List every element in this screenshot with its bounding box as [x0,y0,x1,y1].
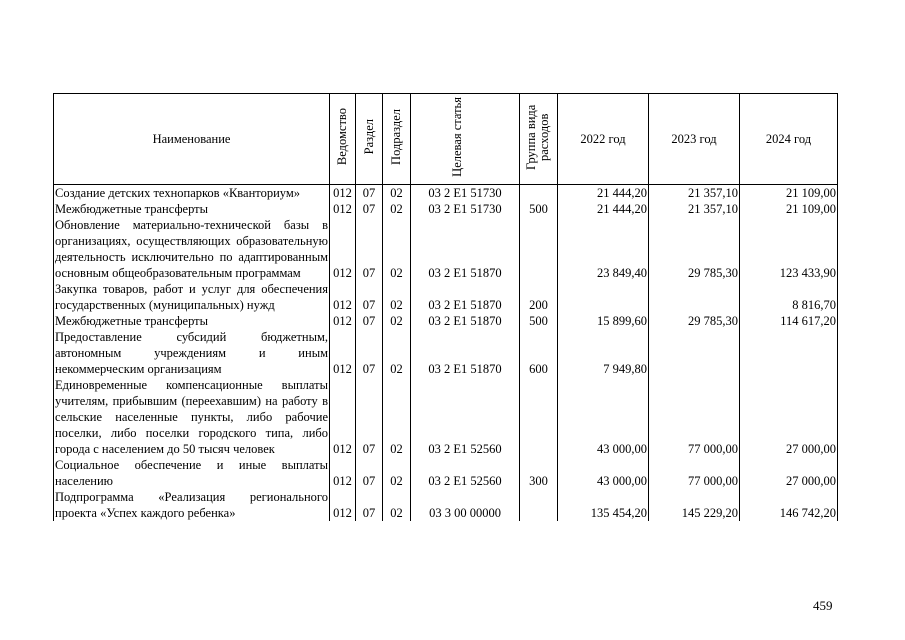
row-vedomstvo: 012 [330,313,356,329]
row-razdel: 07 [356,457,383,489]
row-value-2022: 21 444,20 [558,185,649,202]
row-name: Межбюджетные трансферты [54,201,330,217]
row-statya: 03 2 Е1 51730 [411,201,520,217]
row-name: Социальное обеспечение и иные выплаты населению [55,458,328,488]
table-row [54,281,838,313]
row-gruppa: 300 [520,457,558,489]
table-row [54,457,838,489]
row-value-2022: 21 444,20 [558,201,649,217]
row-razdel: 07 [356,185,383,202]
row-name: Создание детских технопарков «Кванториум» [54,185,330,202]
row-value-2024: 27 000,00 [740,377,838,457]
row-value-2024 [740,329,838,377]
row-vedomstvo: 012 [330,185,356,202]
row-razdel: 07 [356,329,383,377]
row-gruppa: 600 [520,329,558,377]
row-statya: 03 2 Е1 51870 [411,281,520,313]
row-podrazdel: 02 [383,457,411,489]
table-row [54,201,838,217]
row-podrazdel: 02 [383,281,411,313]
row-podrazdel: 02 [383,185,411,202]
row-value-2023: 145 229,20 [649,489,740,521]
row-value-2024: 146 742,20 [740,489,838,521]
row-vedomstvo: 012 [330,489,356,521]
row-vedomstvo: 012 [330,201,356,217]
row-podrazdel: 02 [383,329,411,377]
row-podrazdel: 02 [383,313,411,329]
row-vedomstvo: 012 [330,329,356,377]
row-razdel: 07 [356,489,383,521]
page-number: 459 [813,598,833,613]
row-value-2022: 43 000,00 [558,457,649,489]
row-gruppa [520,217,558,281]
row-value-2022 [558,281,649,313]
header-statya: Целевая статья [411,94,520,185]
row-value-2024: 21 109,00 [740,185,838,202]
table-row [54,313,838,329]
header-2023: 2023 год [649,94,740,185]
row-statya: 03 2 Е1 52560 [411,377,520,457]
row-vedomstvo: 012 [330,217,356,281]
row-razdel: 07 [356,201,383,217]
table-row [54,329,838,377]
row-statya: 03 2 Е1 51870 [411,329,520,377]
row-gruppa: 200 [520,281,558,313]
row-razdel: 07 [356,313,383,329]
row-value-2024: 27 000,00 [740,457,838,489]
row-name: Предоставление субсидий бюджетным, автономным учреждениям и иным некоммерческим организациям [55,330,328,376]
row-gruppa: 500 [520,201,558,217]
row-value-2022: 23 849,40 [558,217,649,281]
row-value-2024: 8 816,70 [740,281,838,313]
row-gruppa [520,489,558,521]
row-value-2023: 21 357,10 [649,185,740,202]
row-value-2023: 77 000,00 [649,377,740,457]
row-value-2023: 29 785,30 [649,217,740,281]
row-name: Межбюджетные трансферты [54,313,330,329]
header-razdel: Раздел [356,94,383,185]
row-statya: 03 2 Е1 51870 [411,313,520,329]
header-vedomstvo: Ведомство [330,94,356,185]
row-gruppa [520,185,558,202]
row-vedomstvo: 012 [330,281,356,313]
row-value-2023 [649,329,740,377]
row-value-2023: 77 000,00 [649,457,740,489]
header-2024: 2024 год [740,94,838,185]
header-name: Наименование [54,94,330,185]
header-podrazdel: Подраздел [383,94,411,185]
row-statya: 03 2 Е1 52560 [411,457,520,489]
table-row [54,185,838,202]
row-razdel: 07 [356,377,383,457]
table-row [54,217,838,281]
row-vedomstvo: 012 [330,377,356,457]
table-body [54,185,838,522]
budget-table [53,93,838,521]
row-value-2023: 21 357,10 [649,201,740,217]
row-name: Единовременные компенсационные выплаты учителям, прибывшим (переехавшим) на работу в сельские населенные пункты, либо рабочие поселки, либо поселки городского типа, либо города с населением до 50 тысяч человек [55,378,328,456]
row-podrazdel: 02 [383,489,411,521]
row-gruppa: 500 [520,313,558,329]
table-row [54,377,838,457]
row-value-2024: 114 617,20 [740,313,838,329]
row-razdel: 07 [356,281,383,313]
row-statya: 03 3 00 00000 [411,489,520,521]
header-2022: 2022 год [558,94,649,185]
row-name: Подпрограмма «Реализация регионального проекта «Успех каждого ребенка» [55,490,328,520]
row-razdel: 07 [356,217,383,281]
table-header [54,94,838,185]
row-name: Обновление материально-технической базы в организациях, осуществляющих образовательную деятельность исключительно по адаптированным основным общеобразовательным программам [55,218,328,280]
row-value-2022: 135 454,20 [558,489,649,521]
row-value-2023 [649,281,740,313]
row-value-2022: 15 899,60 [558,313,649,329]
table-row [54,489,838,521]
header-gruppa: Группа вида расходов [520,94,558,185]
row-value-2022: 43 000,00 [558,377,649,457]
row-value-2024: 21 109,00 [740,201,838,217]
row-value-2022: 7 949,80 [558,329,649,377]
row-statya: 03 2 Е1 51730 [411,185,520,202]
row-name: Закупка товаров, работ и услуг для обеспечения государственных (муниципальных) нужд [55,282,328,312]
row-value-2024: 123 433,90 [740,217,838,281]
row-value-2023: 29 785,30 [649,313,740,329]
row-podrazdel: 02 [383,377,411,457]
row-statya: 03 2 Е1 51870 [411,217,520,281]
row-podrazdel: 02 [383,217,411,281]
row-podrazdel: 02 [383,201,411,217]
row-vedomstvo: 012 [330,457,356,489]
row-gruppa [520,377,558,457]
